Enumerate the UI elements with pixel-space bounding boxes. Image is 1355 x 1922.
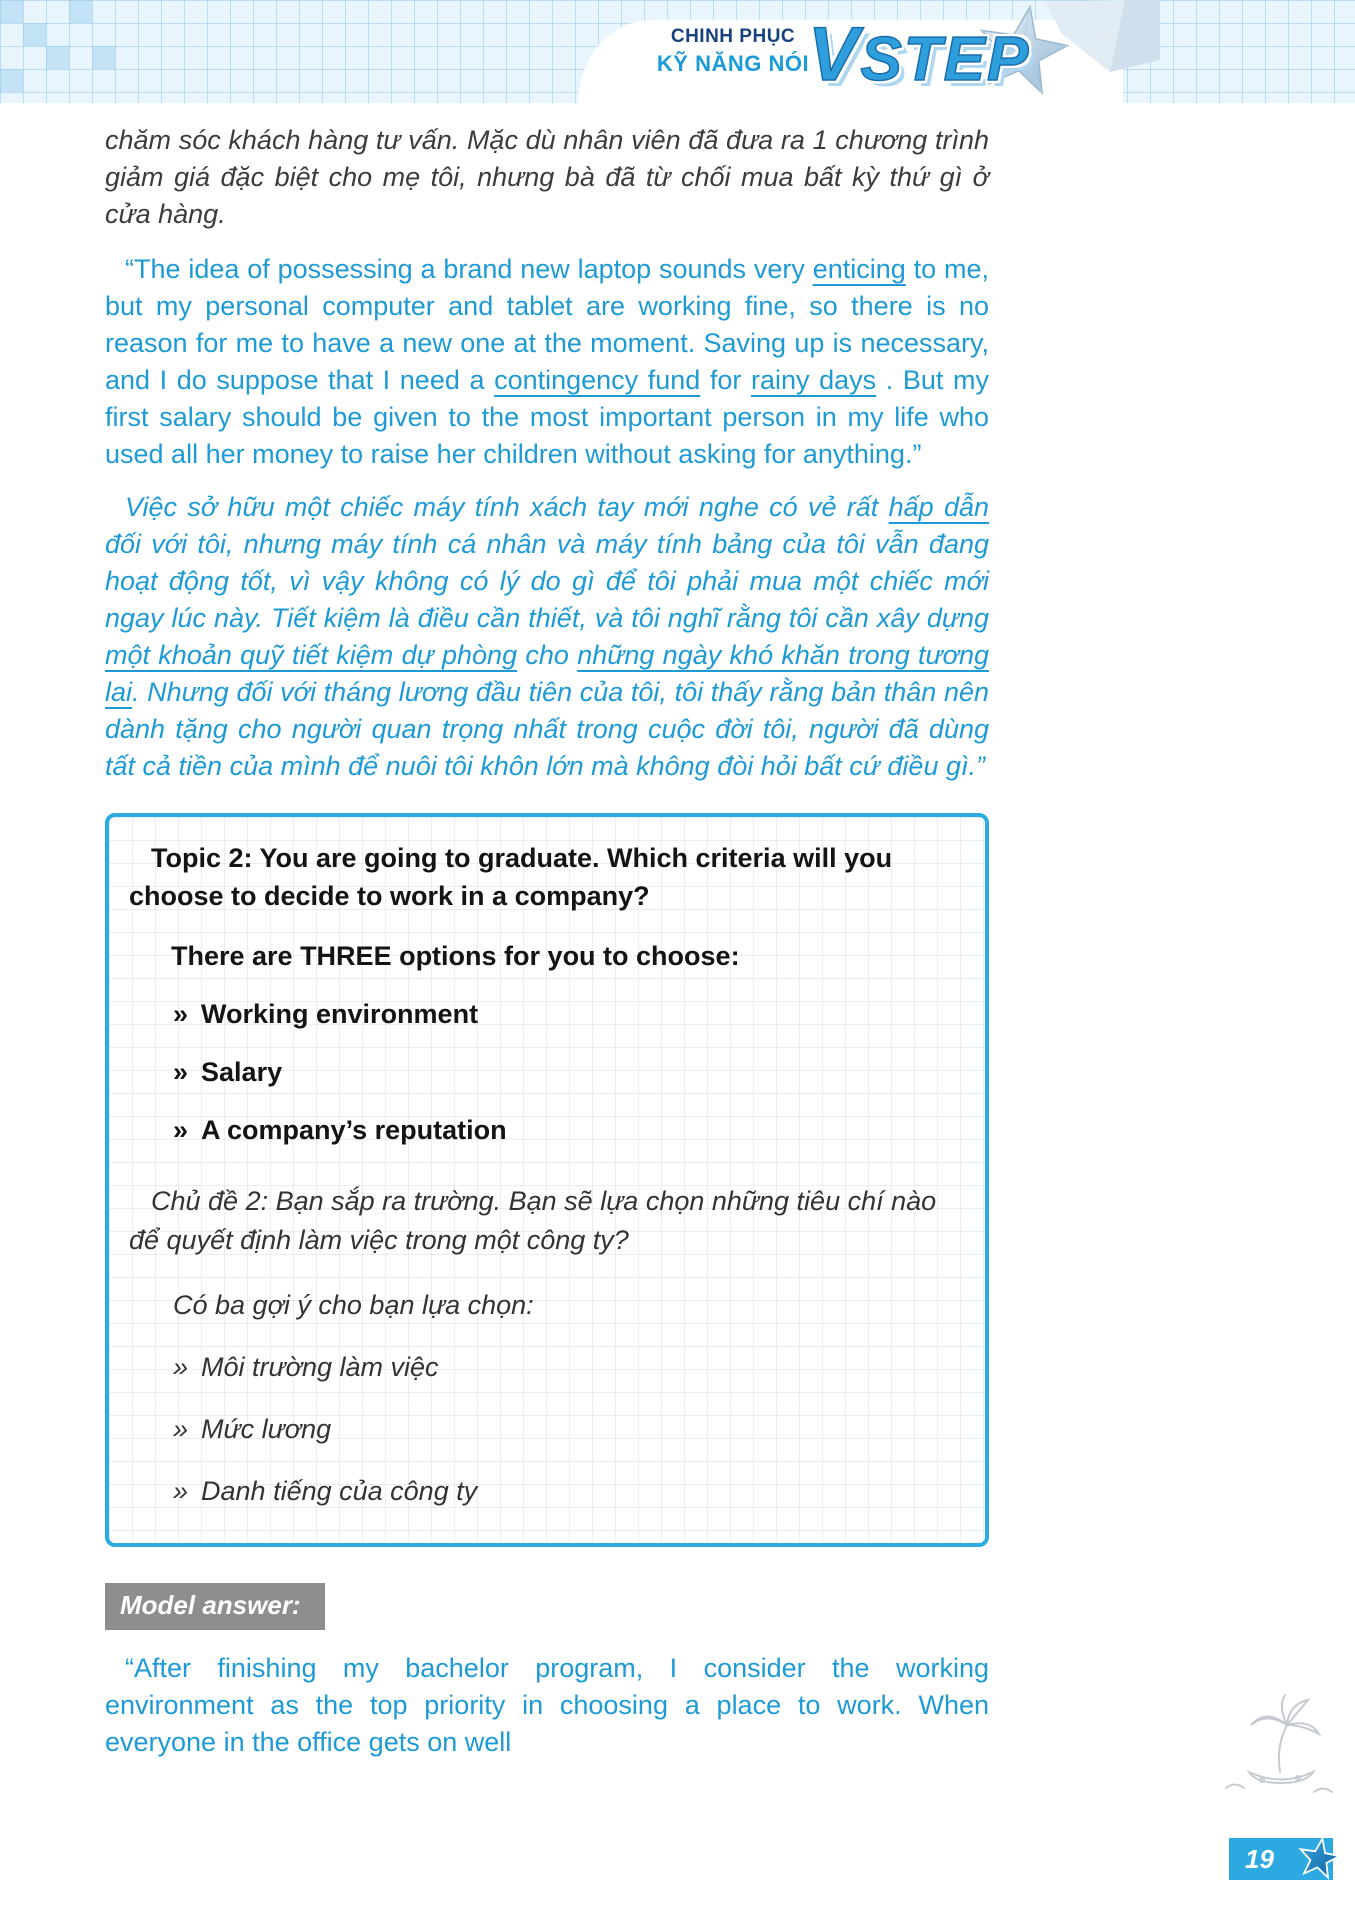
option-label: A company’s reputation [201, 1115, 507, 1145]
grid-decor-cell [69, 0, 92, 23]
page-number-badge [1229, 1838, 1333, 1880]
grid-decor-cell [0, 69, 23, 92]
header-tagline [653, 26, 813, 77]
chevron-bullet-icon: » [173, 1352, 189, 1382]
chevron-bullet-icon: » [173, 999, 189, 1029]
tagline-line1: CHINH PHỤC [670, 26, 796, 47]
option-salary [173, 1057, 953, 1088]
grid-decor-cell [92, 46, 115, 69]
option-working-environment [173, 999, 953, 1030]
topic-title-en: Topic 2: You are going to graduate. Which criteria will you choose to decide to work in a company? [129, 843, 893, 911]
palm-tree-sketch-icon [1214, 1672, 1349, 1817]
star-icon [1291, 1830, 1349, 1893]
page-content [105, 122, 989, 1761]
topic-2-box [105, 813, 989, 1547]
vietnamese-translation-paragraph: Việc sở hữu một chiếc máy tính xách tay mới nghe có vẻ rất hấp dẫn đối với tôi, nhưng máy tính cá nhân và máy tính bảng của tôi vẫn đang hoạt động tốt, vì vậy không có lý do gì để tôi phải mua một chiếc mới ngay lúc này. Tiết kiệm là điều cần thiết, và tôi nghĩ rằng tôi cần xây dựng một khoản quỹ tiết kiệm dự phòng cho những ngày khó khăn trong tương lai. Nhưng đối với tháng lương đầu tiên của tôi, tôi thấy rằng bản thân nên dành tặng cho người quan trọng nhất trong cuộc đời tôi, người đã dùng tất cả tiền của mình để nuôi tôi khôn lớn mà không đòi hỏi bất cứ điều gì.” [105, 492, 989, 781]
chevron-bullet-icon: » [173, 1414, 189, 1444]
tagline-line2: KỸ NĂNG NÓI [656, 51, 810, 76]
option-vi-salary [173, 1414, 953, 1445]
model-answer-label: Model answer: [105, 1583, 325, 1630]
option-vi-company-reputation [173, 1476, 953, 1507]
option-label: Salary [201, 1057, 283, 1087]
grid-decor-cell [23, 23, 46, 46]
chevron-bullet-icon: » [173, 1115, 189, 1145]
topic-subtitle-vi: Có ba gợi ý cho bạn lựa chọn: [173, 1290, 534, 1320]
continued-vietnamese-paragraph: chăm sóc khách hàng tư vấn. Mặc dù nhân viên đã đưa ra 1 chương trình giảm giá đặc biệt cho mẹ tôi, nhưng bà đã từ chối mua bất kỳ thứ gì ở cửa hàng. [105, 125, 989, 229]
chevron-bullet-icon: » [173, 1057, 189, 1087]
topic-subtitle-en: There are THREE options for you to choose: [171, 941, 740, 971]
page-header [0, 0, 1355, 103]
option-vi-working-environment [173, 1352, 953, 1383]
option-company-reputation [173, 1115, 953, 1146]
option-label: Danh tiếng của công ty [201, 1476, 478, 1506]
option-label: Môi trường làm việc [201, 1352, 439, 1382]
grid-decor-cell [46, 46, 69, 69]
chevron-bullet-icon: » [173, 1476, 189, 1506]
option-label: Working environment [201, 999, 479, 1029]
english-answer-paragraph: “The idea of possessing a brand new laptop sounds very enticing to me, but my personal computer and tablet are working fine, so there is no reason for me to have a new one at the moment. Saving up is necessary, and I do suppose that I need a contingency fund for rainy days . But my first salary should be given to the most important person in my life who used all her money to raise her children without asking for anything.” [105, 254, 990, 469]
vstep-logo: VSTEP [808, 13, 1031, 97]
topic-title-vi: Chủ đề 2: Bạn sắp ra trường. Bạn sẽ lựa chọn những tiêu chí nào để quyết định làm việc trong một công ty? [129, 1186, 937, 1255]
option-label: Mức lương [201, 1414, 332, 1444]
model-answer-paragraph: “After finishing my bachelor program, I consider the working environment as the top priority in choosing a place to work. When everyone in the office gets on well [105, 1653, 989, 1757]
page-number: 19 [1245, 1844, 1274, 1874]
grid-decor-cell [0, 0, 23, 23]
